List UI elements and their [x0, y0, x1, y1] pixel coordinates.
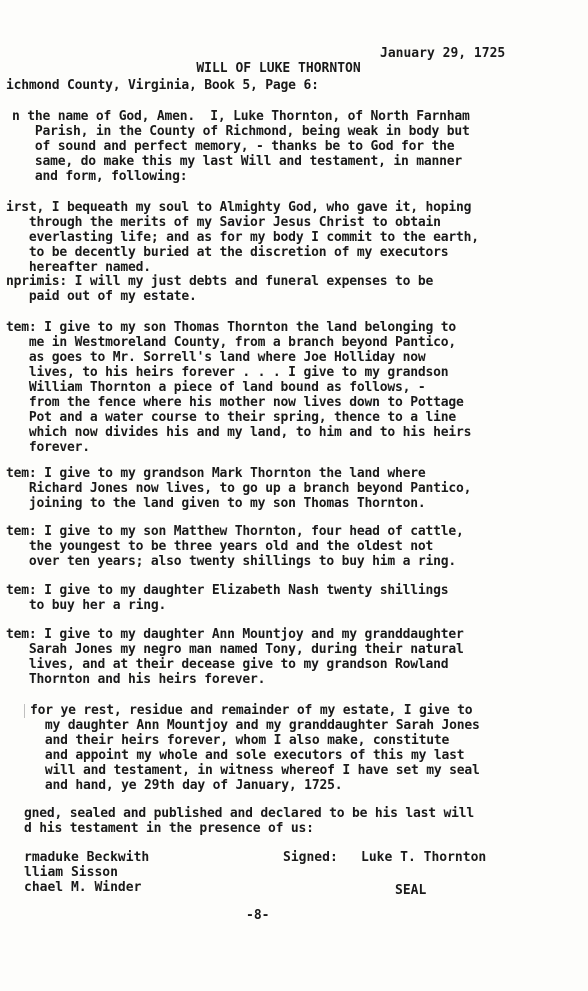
paragraph-line: from the fence where his mother now lives down to Pottage: [6, 395, 464, 410]
paragraph-line: tem: I give to my son Thomas Thornton the land belonging to: [6, 320, 456, 335]
paragraph-line: Pot and a water course to their spring, thence to a line: [6, 410, 456, 425]
paragraph-line: will and testament, in witness whereof I have set my seal: [22, 763, 480, 778]
paragraph-line: of sound and perfect memory, - thanks be to God for the: [12, 139, 455, 154]
paragraph-line: Thornton and his heirs forever.: [6, 672, 266, 687]
paragraph-line: William Thornton a piece of land bound as follows, -: [6, 380, 426, 395]
paragraph-line: forever.: [6, 440, 90, 455]
paragraph-line: tem: I give to my grandson Mark Thornton the land where: [6, 466, 426, 481]
seal-label: SEAL: [395, 883, 427, 898]
title-date: January 29, 1725: [380, 46, 506, 61]
document-title: [165, 46, 506, 106]
paragraph-line: everlasting life; and as for my body I commit to the earth,: [6, 230, 479, 245]
paragraph-line: and their heirs forever, whom I also make, constitute: [22, 733, 450, 748]
paragraph-line: tem: I give to my daughter Elizabeth Nash twenty shillings: [6, 583, 449, 598]
paragraph-line: for ye rest, residue and remainder of my estate, I give to: [30, 703, 473, 718]
paragraph-line: irst, I bequeath my soul to Almighty God, who gave it, hoping: [6, 200, 472, 215]
witness-name: rmaduke Beckwith: [24, 850, 150, 865]
title-text: WILL OF LUKE THORNTON: [196, 61, 361, 76]
page-edge-mark: [24, 704, 25, 718]
paragraph-line: lives, and at their decease give to my grandson Rowland: [6, 657, 449, 672]
paragraph-line: Sarah Jones my negro man named Tony, during their natural: [6, 642, 464, 657]
paragraph-line: the youngest to be three years old and the oldest not: [6, 539, 434, 554]
paragraph-line: Parish, in the County of Richmond, being weak in body but: [12, 124, 470, 139]
page-number: -8-: [246, 908, 270, 923]
paragraph-line: which now divides his and my land, to him and to his heirs: [6, 425, 472, 440]
paragraph-line: me in Westmoreland County, from a branch beyond Pantico,: [6, 335, 456, 350]
paragraph-line: as goes to Mr. Sorrell's land where Joe Holliday now: [6, 350, 426, 365]
paragraph-line: n the name of God, Amen. I, Luke Thornton, of North Farnham: [12, 109, 470, 124]
paragraph-line: nprimis: I will my just debts and funeral expenses to be: [6, 274, 434, 289]
paragraph-line: to buy her a ring.: [6, 598, 167, 613]
paragraph-line: Richard Jones now lives, to go up a branch beyond Pantico,: [6, 481, 472, 496]
paragraph-line: through the merits of my Savior Jesus Christ to obtain: [6, 215, 441, 230]
paragraph-line: same, do make this my last Will and testament, in manner: [12, 154, 462, 169]
witness-name: chael M. Winder: [24, 880, 142, 895]
paragraph-line: and form, following:: [12, 169, 188, 184]
paragraph-line: gned, sealed and published and declared to be his last will: [24, 806, 474, 821]
paragraph-line: d his testament in the presence of us:: [24, 821, 314, 836]
signature-label: Signed:: [283, 850, 338, 865]
paragraph-line: over ten years; also twenty shillings to buy him a ring.: [6, 554, 456, 569]
paragraph-line: hereafter named.: [6, 260, 151, 275]
paragraph-line: tem: I give to my daughter Ann Mountjoy and my granddaughter: [6, 627, 464, 642]
paragraph-line: to be decently buried at the discretion of my executors: [6, 245, 449, 260]
source-line: ichmond County, Virginia, Book 5, Page 6:: [6, 78, 319, 93]
paragraph-line: joining to the land given to my son Thomas Thornton.: [6, 496, 426, 511]
paragraph-line: and hand, ye 29th day of January, 1725.: [22, 778, 343, 793]
paragraph-line: my daughter Ann Mountjoy and my granddaughter Sarah Jones: [22, 718, 480, 733]
witness-name: lliam Sisson: [24, 865, 118, 880]
paragraph-line: and appoint my whole and sole executors of this my last: [22, 748, 465, 763]
paragraph-line: tem: I give to my son Matthew Thornton, four head of cattle,: [6, 524, 464, 539]
paragraph-line: paid out of my estate.: [6, 289, 197, 304]
paragraph-line: lives, to his heirs forever . . . I give to my grandson: [6, 365, 449, 380]
signature-name: Luke T. Thornton: [361, 850, 487, 865]
